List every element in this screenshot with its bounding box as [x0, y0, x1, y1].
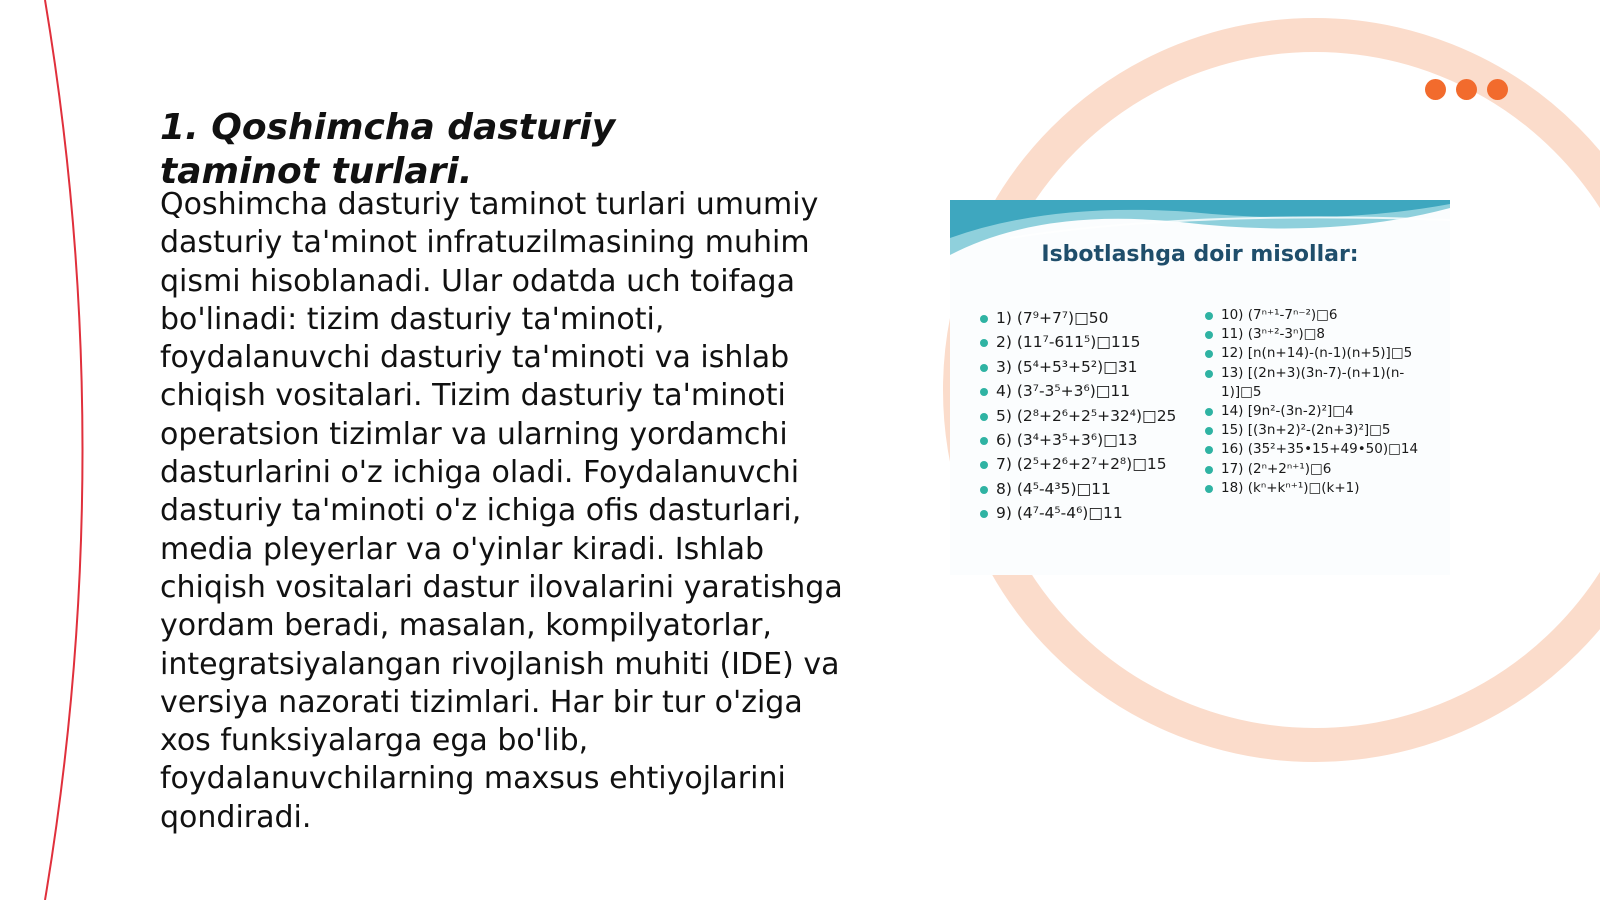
example-item: 9) (4⁷-4⁵-4⁶)□11 [980, 501, 1190, 525]
example-item: 15) [(3n+2)²-(2n+3)²]□5 [1205, 421, 1440, 440]
example-item: 4) (3⁷-3⁵+3⁶)□11 [980, 379, 1190, 403]
example-item: 10) (7ⁿ⁺¹-7ⁿ⁻²)□6 [1205, 306, 1440, 325]
example-item: 5) (2⁸+2⁶+2⁵+32⁴)□25 [980, 404, 1190, 428]
left-edge-curve [45, 0, 83, 900]
example-item: 1) (7⁹+7⁷)□50 [980, 306, 1190, 330]
slide-body-text: Qoshimcha dasturiy taminot turlari umumiy dasturiy ta'minot infratuzilmasining muhim qismi hisoblanadi. Ular odatda uch toifaga bo'linadi: tizim dasturiy ta'minoti, foydalanuvchi dasturiy ta'minoti va ishlab chiqish vositalari. Tizim dasturiy ta'minoti operatsion tizimlar va ularning yordamchi dasturlarini o'z ichiga oladi. Foydalanuvchi dasturiy ta'minoti o'z ichiga ofis dasturlari, media pleyerlar va o'yinlar kiradi. Ishlab chiqish vositalari dastur ilovalarini yaratishga yordam beradi, masalan, kompilyatorlar, integratsiyalangan rivojlanish muhiti (IDE) va versiya nazorati tizimlari. Har bir tur o'ziga xos funksiyalarga ega bo'lib, foydalanuvchilarning maxsus ehtiyojlarini qondiradi. [160, 187, 843, 835]
example-item: 16) (35²+35•15+49•50)□14 [1205, 440, 1440, 459]
dot-icon [1456, 79, 1477, 100]
example-item: 3) (5⁴+5³+5²)□31 [980, 355, 1190, 379]
example-item: 17) (2ⁿ+2ⁿ⁺¹)□6 [1205, 460, 1440, 479]
examples-list-right [1205, 306, 1440, 498]
dot-icon [1425, 79, 1446, 100]
example-item: 18) (kⁿ+kⁿ⁺¹)□(k+1) [1205, 479, 1440, 498]
example-item: 6) (3⁴+3⁵+3⁶)□13 [980, 428, 1190, 452]
examples-slide-image [950, 200, 1450, 575]
example-item: 12) [n(n+14)-(n-1)(n+5)]□5 [1205, 344, 1440, 363]
decorative-dots [1425, 79, 1508, 100]
dot-icon [1487, 79, 1508, 100]
example-item: 11) (3ⁿ⁺²-3ⁿ)□8 [1205, 325, 1440, 344]
slide-title: 1. Qoshimcha dasturiy taminot turlari. [160, 107, 616, 192]
example-item: 13) [(2n+3)(3n-7)-(n+1)(n-1)]□5 [1205, 364, 1440, 402]
example-item: 8) (4⁵-4³5)□11 [980, 477, 1190, 501]
example-item: 14) [9n²-(3n-2)²]□4 [1205, 402, 1440, 421]
example-item: 7) (2⁵+2⁶+2⁷+2⁸)□15 [980, 452, 1190, 476]
examples-list-left [980, 306, 1190, 526]
example-item: 2) (11⁷-611⁵)□115 [980, 330, 1190, 354]
image-title: Isbotlashga doir misollar: [1041, 242, 1359, 267]
